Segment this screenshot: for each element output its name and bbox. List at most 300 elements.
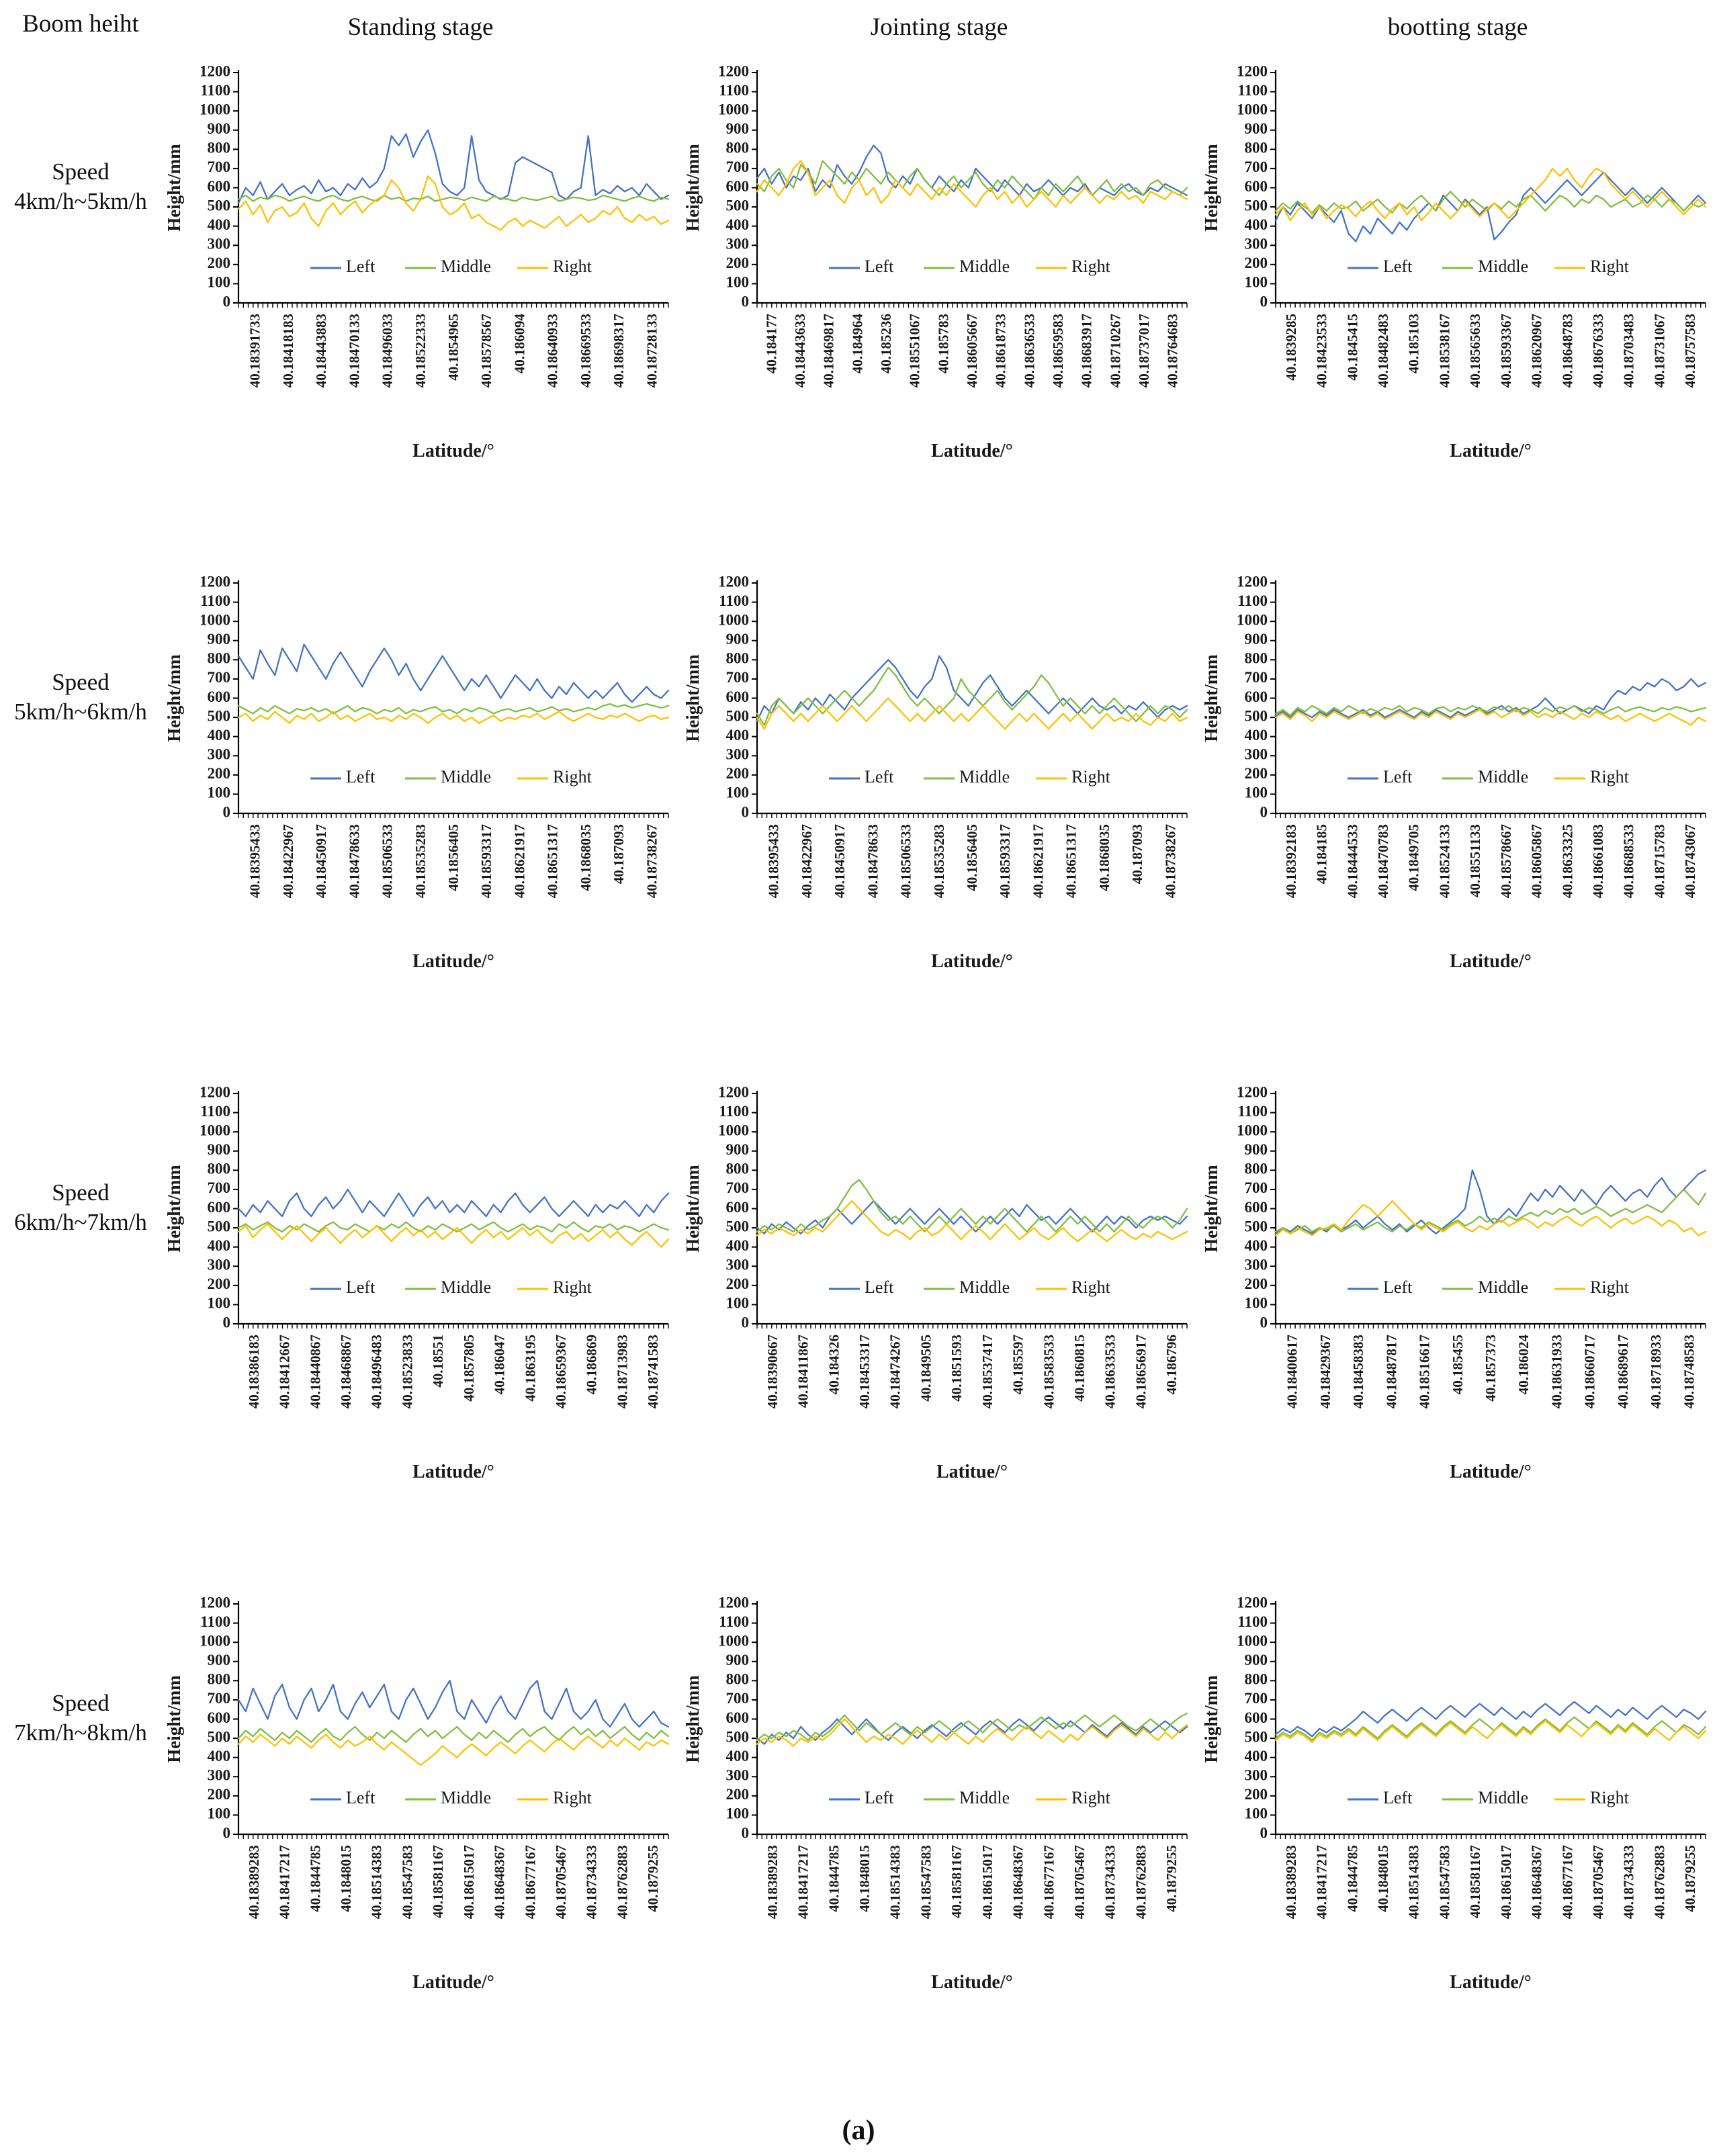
svg-text:1000: 1000 — [200, 1632, 230, 1650]
svg-text:1100: 1100 — [719, 592, 749, 609]
svg-text:Left: Left — [865, 766, 894, 787]
svg-text:40.18496483: 40.18496483 — [368, 1335, 385, 1409]
svg-text:40.18470133: 40.18470133 — [346, 314, 363, 388]
svg-text:Right: Right — [1590, 766, 1629, 787]
svg-text:1200: 1200 — [1237, 574, 1268, 590]
chart-canvas — [1198, 63, 1717, 466]
svg-text:800: 800 — [1244, 1670, 1268, 1688]
svg-text:600: 600 — [1244, 688, 1268, 705]
svg-text:600: 600 — [207, 1709, 230, 1726]
row-label-line2: 7km/h~8km/h — [14, 1719, 147, 1746]
svg-text:1200: 1200 — [200, 1594, 230, 1611]
row-label-line1: Speed — [52, 1179, 109, 1206]
svg-text:1000: 1000 — [718, 611, 749, 629]
svg-text:300: 300 — [207, 746, 230, 763]
svg-text:100: 100 — [725, 273, 749, 291]
svg-text:Latitude/°: Latitude/° — [412, 1462, 494, 1482]
svg-text:1100: 1100 — [1237, 1102, 1268, 1120]
svg-text:Right: Right — [1071, 1277, 1110, 1297]
chart-canvas — [161, 1594, 680, 1997]
svg-text:40.18651317: 40.18651317 — [544, 824, 561, 899]
svg-text:800: 800 — [1244, 649, 1268, 667]
svg-text:40.18453317: 40.18453317 — [856, 1335, 873, 1409]
svg-text:Left: Left — [346, 256, 376, 276]
svg-text:0: 0 — [222, 293, 230, 310]
svg-text:1000: 1000 — [200, 101, 230, 118]
svg-text:200: 200 — [207, 1275, 230, 1293]
svg-text:Latitude/°: Latitude/° — [412, 441, 494, 461]
svg-text:Height/mm: Height/mm — [164, 1675, 184, 1763]
svg-text:40.18581167: 40.18581167 — [1467, 1845, 1484, 1919]
svg-text:100: 100 — [725, 1805, 749, 1822]
svg-text:40.18565633: 40.18565633 — [1467, 313, 1484, 388]
svg-text:40.186094: 40.186094 — [511, 314, 528, 374]
svg-text:600: 600 — [1244, 177, 1268, 195]
svg-text:40.18522333: 40.18522333 — [412, 314, 429, 388]
svg-text:40.18482483: 40.18482483 — [1375, 314, 1391, 388]
svg-text:1000: 1000 — [200, 1122, 230, 1139]
svg-text:100: 100 — [207, 1294, 230, 1312]
column-header-bootting: bootting stage — [1387, 13, 1528, 41]
svg-text:700: 700 — [207, 669, 230, 686]
svg-text:40.1849505: 40.1849505 — [918, 1335, 934, 1402]
svg-text:40.18705467: 40.18705467 — [553, 1845, 569, 1920]
row-label-speed-7-8 — [0, 1594, 161, 2105]
svg-text:40.18468867: 40.18468867 — [338, 1335, 354, 1409]
svg-text:40.184964: 40.184964 — [849, 314, 866, 374]
svg-text:40.1848015: 40.1848015 — [856, 1845, 873, 1912]
svg-text:200: 200 — [1244, 1786, 1268, 1803]
svg-text:40.18537417: 40.18537417 — [979, 1335, 996, 1409]
svg-text:200: 200 — [1244, 765, 1268, 782]
svg-text:40.18418183: 40.18418183 — [279, 314, 296, 388]
svg-text:1000: 1000 — [1237, 611, 1268, 629]
svg-text:40.18615017: 40.18615017 — [460, 1845, 477, 1920]
svg-text:600: 600 — [725, 688, 749, 705]
svg-text:800: 800 — [725, 1670, 749, 1688]
svg-text:40.18514383: 40.18514383 — [1405, 1845, 1422, 1920]
svg-text:Latitude/°: Latitude/° — [412, 951, 494, 972]
svg-text:40.18551: 40.18551 — [430, 1335, 447, 1388]
svg-text:40.18593367: 40.18593367 — [1497, 314, 1514, 388]
svg-text:Right: Right — [553, 1277, 592, 1297]
svg-text:800: 800 — [207, 649, 230, 667]
svg-text:40.18710267: 40.18710267 — [1107, 314, 1124, 388]
svg-text:400: 400 — [1244, 1237, 1268, 1254]
svg-text:40.18593317: 40.18593317 — [997, 824, 1014, 899]
chart-canvas — [680, 1594, 1198, 1997]
svg-text:600: 600 — [1244, 1709, 1268, 1726]
svg-text:40.18689617: 40.18689617 — [1614, 1335, 1631, 1409]
svg-text:40.18506533: 40.18506533 — [379, 824, 396, 899]
svg-text:Left: Left — [346, 1277, 376, 1297]
svg-text:40.18656917: 40.18656917 — [1133, 1335, 1149, 1409]
svg-text:900: 900 — [207, 120, 230, 138]
chart-canvas — [680, 574, 1198, 977]
chart-speed7-standing — [161, 1594, 680, 2011]
svg-text:1100: 1100 — [1237, 592, 1268, 609]
svg-text:40.18734333: 40.18734333 — [583, 1845, 600, 1920]
svg-text:40.18551067: 40.18551067 — [906, 314, 923, 388]
chart-canvas — [1198, 574, 1717, 977]
svg-text:500: 500 — [207, 707, 230, 725]
svg-text:40.18676333: 40.18676333 — [1590, 314, 1606, 388]
svg-text:500: 500 — [1244, 1728, 1268, 1746]
svg-text:40.18593317: 40.18593317 — [478, 824, 495, 899]
svg-text:400: 400 — [1244, 216, 1268, 233]
svg-text:900: 900 — [1244, 1141, 1268, 1159]
svg-text:0: 0 — [1260, 1824, 1268, 1842]
svg-text:40.18578567: 40.18578567 — [478, 314, 495, 388]
svg-text:900: 900 — [725, 1652, 749, 1669]
svg-text:800: 800 — [207, 139, 230, 156]
svg-text:40.1857373: 40.1857373 — [1483, 1335, 1499, 1402]
svg-text:0: 0 — [741, 293, 749, 310]
svg-text:40.18395433: 40.18395433 — [765, 824, 782, 899]
svg-text:40.18660717: 40.18660717 — [1581, 1335, 1598, 1409]
svg-text:Latitude/°: Latitude/° — [1450, 951, 1532, 972]
svg-text:40.18698317: 40.18698317 — [611, 314, 627, 388]
svg-text:Right: Right — [553, 766, 592, 787]
svg-text:40.18535283: 40.18535283 — [412, 824, 429, 899]
svg-text:40.18390667: 40.18390667 — [764, 1335, 781, 1409]
svg-text:40.18440867: 40.18440867 — [307, 1335, 324, 1409]
svg-text:40.1854965: 40.1854965 — [445, 314, 461, 381]
svg-text:400: 400 — [725, 216, 749, 233]
svg-text:200: 200 — [207, 255, 230, 272]
svg-text:Left: Left — [1383, 1787, 1413, 1807]
svg-text:500: 500 — [725, 197, 749, 214]
svg-text:700: 700 — [207, 1179, 230, 1197]
svg-text:40.1879255: 40.1879255 — [1163, 1845, 1180, 1912]
svg-text:40.18389283: 40.18389283 — [1282, 1845, 1299, 1920]
svg-text:40.18551133: 40.18551133 — [1467, 824, 1484, 898]
svg-text:40.18636533: 40.18636533 — [1021, 314, 1038, 388]
svg-text:1000: 1000 — [1237, 1122, 1268, 1139]
row-label-line2: 5km/h~6km/h — [14, 698, 147, 725]
svg-text:40.18417217: 40.18417217 — [795, 1845, 811, 1920]
svg-text:700: 700 — [207, 159, 230, 176]
svg-text:40.18703483: 40.18703483 — [1620, 314, 1637, 388]
svg-text:900: 900 — [725, 631, 749, 648]
svg-text:40.18715783: 40.18715783 — [1651, 824, 1668, 899]
svg-text:900: 900 — [207, 631, 230, 648]
chart-canvas — [680, 63, 1198, 466]
svg-text:1100: 1100 — [200, 1102, 230, 1120]
svg-text:400: 400 — [1244, 1747, 1268, 1764]
svg-text:40.1856405: 40.1856405 — [964, 824, 980, 891]
svg-text:40.18444533: 40.18444533 — [1344, 824, 1361, 899]
svg-text:Right: Right — [1071, 256, 1110, 276]
chart-speed5-jointing — [680, 574, 1198, 990]
svg-text:40.18741583: 40.18741583 — [645, 1335, 662, 1409]
svg-text:Middle: Middle — [1478, 1787, 1529, 1807]
svg-text:Height/mm: Height/mm — [1201, 654, 1221, 742]
svg-text:Middle: Middle — [441, 766, 492, 787]
svg-text:40.18648367: 40.18648367 — [491, 1845, 508, 1920]
row-label-speed-5-6 — [0, 574, 161, 1084]
svg-text:500: 500 — [1244, 1218, 1268, 1235]
svg-text:Height/mm: Height/mm — [164, 1165, 184, 1253]
svg-text:Latitude/°: Latitude/° — [412, 1972, 494, 1993]
svg-text:Middle: Middle — [441, 1277, 492, 1297]
svg-text:500: 500 — [207, 1728, 230, 1746]
svg-text:40.18738267: 40.18738267 — [644, 824, 660, 899]
svg-text:40.18423533: 40.18423533 — [1313, 314, 1330, 388]
chart-speed7-jointing — [680, 1594, 1198, 2011]
svg-text:800: 800 — [725, 649, 749, 667]
chart-speed7-bootting — [1198, 1594, 1717, 2011]
svg-text:700: 700 — [1244, 1690, 1268, 1707]
svg-text:Latitude/°: Latitude/° — [931, 441, 1013, 461]
svg-text:900: 900 — [207, 1652, 230, 1669]
svg-text:Right: Right — [1071, 766, 1110, 787]
svg-text:40.18705467: 40.18705467 — [1590, 1845, 1606, 1920]
svg-text:400: 400 — [207, 726, 230, 744]
svg-text:40.18547583: 40.18547583 — [1436, 1845, 1453, 1920]
svg-text:Left: Left — [1383, 766, 1413, 787]
svg-text:40.1857805: 40.1857805 — [460, 1335, 477, 1402]
svg-text:300: 300 — [1244, 235, 1268, 253]
svg-text:Middle: Middle — [959, 256, 1010, 276]
svg-text:Latitude/°: Latitude/° — [931, 1972, 1013, 1993]
svg-text:Height/mm: Height/mm — [164, 654, 184, 742]
row-label-speed-6-7 — [0, 1084, 161, 1594]
svg-text:Left: Left — [865, 1277, 894, 1297]
svg-text:700: 700 — [725, 669, 749, 686]
row-label-speed-4-5 — [0, 63, 161, 574]
svg-text:40.1879255: 40.1879255 — [645, 1845, 662, 1912]
svg-text:100: 100 — [207, 784, 230, 801]
chart-canvas — [161, 1084, 680, 1487]
svg-text:40.186047: 40.186047 — [491, 1335, 508, 1395]
svg-text:700: 700 — [725, 1690, 749, 1707]
svg-text:600: 600 — [725, 177, 749, 195]
svg-text:800: 800 — [207, 1670, 230, 1688]
svg-text:300: 300 — [725, 746, 749, 763]
svg-text:200: 200 — [1244, 255, 1268, 272]
svg-text:Right: Right — [553, 256, 592, 276]
svg-text:40.18578667: 40.18578667 — [1497, 824, 1514, 899]
svg-text:40.18386183: 40.18386183 — [245, 1335, 262, 1409]
svg-text:Right: Right — [1590, 256, 1629, 276]
svg-text:40.18478633: 40.18478633 — [346, 824, 363, 899]
svg-text:700: 700 — [725, 1179, 749, 1197]
svg-text:40.18615017: 40.18615017 — [979, 1845, 996, 1920]
svg-text:1200: 1200 — [200, 63, 230, 80]
svg-text:40.18677167: 40.18677167 — [1041, 1845, 1057, 1920]
svg-text:700: 700 — [1244, 669, 1268, 686]
chart-canvas — [1198, 1084, 1717, 1487]
svg-text:Height/mm: Height/mm — [1201, 1165, 1221, 1253]
svg-text:400: 400 — [207, 1237, 230, 1254]
svg-text:1100: 1100 — [719, 1102, 749, 1120]
svg-text:40.1844785: 40.1844785 — [307, 1845, 324, 1912]
svg-text:40.1844785: 40.1844785 — [1344, 1845, 1361, 1912]
svg-text:Middle: Middle — [1478, 256, 1529, 276]
svg-text:1100: 1100 — [200, 81, 230, 99]
svg-text:700: 700 — [1244, 159, 1268, 176]
svg-text:40.18651317: 40.18651317 — [1063, 824, 1080, 899]
chart-canvas — [161, 574, 680, 977]
svg-text:40.18469817: 40.18469817 — [820, 314, 837, 388]
svg-text:40.18400617: 40.18400617 — [1284, 1335, 1301, 1409]
svg-text:300: 300 — [725, 1256, 749, 1273]
row-label-line1: Speed — [52, 159, 109, 185]
row-label-line2: 6km/h~7km/h — [14, 1208, 147, 1235]
svg-text:Left: Left — [346, 1787, 376, 1807]
svg-text:40.18648367: 40.18648367 — [1528, 1845, 1545, 1920]
chart-speed5-standing — [161, 574, 680, 990]
svg-text:40.18412667: 40.18412667 — [276, 1335, 293, 1409]
svg-text:600: 600 — [207, 688, 230, 705]
svg-text:40.186869: 40.186869 — [583, 1335, 600, 1395]
svg-text:40.185236: 40.185236 — [878, 314, 894, 374]
svg-text:40.18538167: 40.18538167 — [1436, 314, 1453, 388]
svg-text:40.18757583: 40.18757583 — [1682, 314, 1699, 388]
svg-text:40.18728133: 40.18728133 — [644, 314, 660, 388]
svg-text:40.18640933: 40.18640933 — [544, 314, 561, 388]
chart-speed4-standing — [161, 63, 680, 480]
row-label-line2: 4km/h~5km/h — [14, 187, 147, 214]
svg-text:Left: Left — [1383, 1277, 1413, 1297]
svg-text:500: 500 — [207, 197, 230, 214]
svg-text:40.18762883: 40.18762883 — [1651, 1845, 1668, 1920]
svg-text:0: 0 — [1260, 1314, 1268, 1331]
svg-text:700: 700 — [1244, 1179, 1268, 1197]
svg-text:40.1848015: 40.1848015 — [338, 1845, 354, 1912]
svg-text:1000: 1000 — [200, 611, 230, 629]
svg-text:300: 300 — [1244, 1766, 1268, 1784]
svg-text:40.184177: 40.184177 — [763, 314, 780, 374]
svg-text:200: 200 — [1244, 1275, 1268, 1293]
svg-text:40.18581167: 40.18581167 — [430, 1845, 447, 1919]
chart-canvas — [1198, 1594, 1717, 1997]
svg-text:1200: 1200 — [718, 574, 749, 590]
svg-text:40.18429367: 40.18429367 — [1317, 1335, 1333, 1409]
svg-text:40.18443883: 40.18443883 — [313, 314, 330, 388]
svg-text:Height/mm: Height/mm — [1201, 1675, 1221, 1763]
svg-text:900: 900 — [1244, 1652, 1268, 1669]
svg-text:100: 100 — [207, 1805, 230, 1822]
svg-text:40.18514383: 40.18514383 — [887, 1845, 904, 1920]
svg-text:40.18389283: 40.18389283 — [764, 1845, 781, 1920]
svg-text:40.18762883: 40.18762883 — [1133, 1845, 1149, 1920]
svg-text:40.1848015: 40.1848015 — [1375, 1845, 1391, 1912]
svg-text:40.18496033: 40.18496033 — [379, 314, 396, 388]
svg-text:40.18659367: 40.18659367 — [553, 1335, 569, 1409]
svg-text:900: 900 — [725, 120, 749, 138]
svg-text:700: 700 — [207, 1690, 230, 1707]
svg-text:Middle: Middle — [441, 1787, 492, 1807]
svg-text:300: 300 — [1244, 746, 1268, 763]
svg-text:1100: 1100 — [200, 1613, 230, 1630]
svg-text:800: 800 — [1244, 1160, 1268, 1177]
svg-text:40.18659583: 40.18659583 — [1050, 314, 1066, 388]
svg-text:40.18762883: 40.18762883 — [614, 1845, 631, 1920]
svg-text:1100: 1100 — [719, 1613, 749, 1630]
svg-text:200: 200 — [725, 1275, 749, 1293]
svg-text:300: 300 — [725, 235, 749, 253]
svg-text:40.1845415: 40.1845415 — [1344, 314, 1361, 381]
svg-text:40.18487817: 40.18487817 — [1383, 1335, 1400, 1409]
svg-text:Middle: Middle — [959, 1787, 1010, 1807]
svg-text:0: 0 — [1260, 803, 1268, 821]
svg-text:600: 600 — [725, 1709, 749, 1726]
svg-text:40.18633325: 40.18633325 — [1559, 824, 1576, 899]
svg-text:40.1844785: 40.1844785 — [826, 1845, 842, 1912]
svg-text:Left: Left — [865, 1787, 894, 1807]
svg-text:40.18731067: 40.18731067 — [1651, 314, 1668, 388]
svg-text:40.1868035: 40.1868035 — [577, 824, 594, 891]
svg-text:40.18458383: 40.18458383 — [1350, 1335, 1367, 1409]
svg-text:900: 900 — [725, 1141, 749, 1159]
svg-text:Middle: Middle — [959, 1277, 1010, 1297]
svg-text:1200: 1200 — [200, 1084, 230, 1101]
svg-text:40.186024: 40.186024 — [1515, 1335, 1532, 1395]
svg-text:1100: 1100 — [719, 81, 749, 99]
svg-text:500: 500 — [1244, 197, 1268, 214]
svg-text:600: 600 — [207, 177, 230, 195]
svg-text:Height/mm: Height/mm — [683, 654, 703, 742]
svg-text:40.18737017: 40.18737017 — [1136, 314, 1152, 388]
svg-text:40.18633533: 40.18633533 — [1102, 1335, 1118, 1409]
svg-text:40.18621917: 40.18621917 — [511, 824, 528, 899]
svg-text:0: 0 — [1260, 293, 1268, 310]
svg-text:900: 900 — [207, 1141, 230, 1159]
svg-text:200: 200 — [725, 1786, 749, 1803]
svg-text:40.18764683: 40.18764683 — [1164, 314, 1181, 388]
svg-text:500: 500 — [207, 1218, 230, 1235]
svg-text:Height/mm: Height/mm — [683, 1675, 703, 1763]
svg-text:40.18661083: 40.18661083 — [1590, 824, 1606, 899]
svg-text:300: 300 — [207, 1256, 230, 1273]
svg-text:40.185455: 40.185455 — [1449, 1335, 1466, 1395]
svg-text:40.18478633: 40.18478633 — [865, 824, 881, 899]
svg-text:40.18395433: 40.18395433 — [247, 824, 263, 899]
svg-text:40.1851593: 40.1851593 — [949, 1335, 965, 1402]
svg-text:40.18391733: 40.18391733 — [247, 314, 263, 388]
chart-speed5-bootting — [1198, 574, 1717, 990]
svg-text:300: 300 — [725, 1766, 749, 1784]
svg-text:40.18411867: 40.18411867 — [795, 1335, 811, 1408]
svg-text:1000: 1000 — [718, 101, 749, 118]
svg-text:40.18583533: 40.18583533 — [1041, 1335, 1057, 1409]
svg-text:40.1849705: 40.1849705 — [1405, 824, 1422, 891]
svg-text:Right: Right — [553, 1787, 592, 1807]
svg-text:500: 500 — [1244, 707, 1268, 725]
svg-text:200: 200 — [207, 1786, 230, 1803]
svg-text:800: 800 — [207, 1160, 230, 1177]
svg-text:300: 300 — [1244, 1256, 1268, 1273]
svg-text:40.18581167: 40.18581167 — [949, 1845, 965, 1919]
svg-text:40.18648783: 40.18648783 — [1559, 314, 1576, 388]
svg-text:40.185783: 40.185783 — [935, 314, 952, 374]
svg-text:1200: 1200 — [718, 1594, 749, 1611]
svg-text:900: 900 — [1244, 120, 1268, 138]
svg-text:40.185103: 40.185103 — [1405, 314, 1422, 374]
svg-text:0: 0 — [741, 1824, 749, 1842]
svg-text:40.18705467: 40.18705467 — [1071, 1845, 1088, 1920]
svg-text:40.18621917: 40.18621917 — [1030, 824, 1047, 899]
svg-text:40.1839285: 40.1839285 — [1282, 314, 1299, 381]
svg-text:40.187093: 40.187093 — [1129, 824, 1146, 885]
svg-text:400: 400 — [1244, 726, 1268, 744]
svg-text:40.18392183: 40.18392183 — [1282, 824, 1299, 899]
svg-text:1100: 1100 — [1237, 1613, 1268, 1630]
svg-text:Height/mm: Height/mm — [1201, 144, 1221, 232]
svg-text:100: 100 — [1244, 273, 1268, 291]
